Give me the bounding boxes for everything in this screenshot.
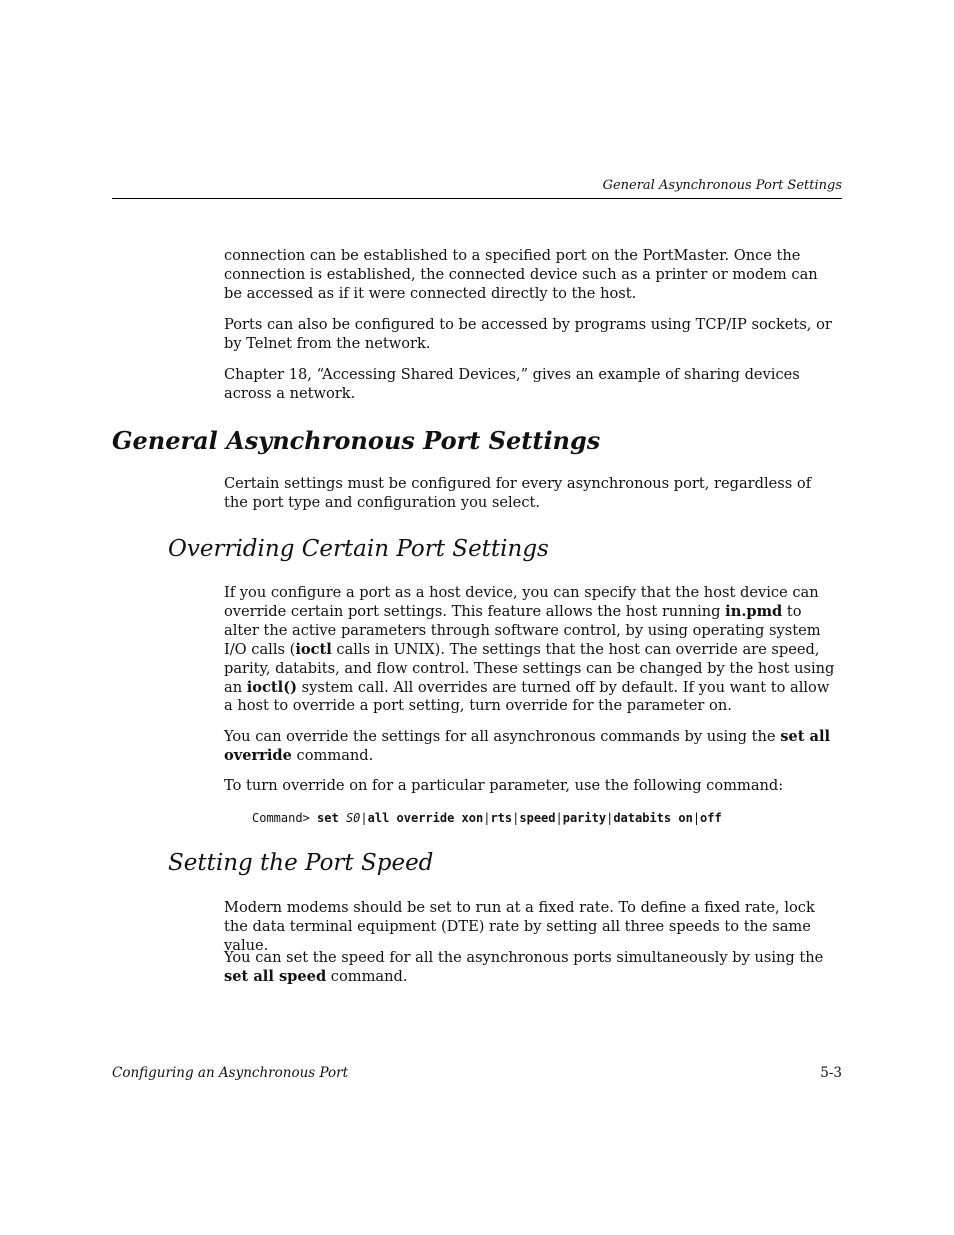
general-paragraph: Certain settings must be configured for every asynchronous port, regardless of the port type and configuration you select. — [224, 475, 812, 511]
text-run: system call. All overrides are turned off by default. If you want to allow a host to override a port setting, turn override for the parameter on. — [224, 678, 830, 715]
text-run: If you configure a port as a host device, you can specify that the host device can override certain port settings. This feature allows the host running — [224, 584, 819, 620]
text-run: command. — [291, 746, 374, 764]
cmd-keyword: databits on — [613, 811, 693, 825]
page-number: 5-3 — [820, 1065, 842, 1081]
cmd-port-variable: S0 — [345, 811, 361, 825]
subsection-heading-speed: Setting the Port Speed — [168, 850, 434, 876]
running-header: General Asynchronous Port Settings — [602, 178, 842, 193]
header-rule — [112, 198, 842, 199]
cmd-separator: | — [555, 811, 563, 825]
cmd-separator: | — [360, 811, 368, 825]
text-run: to alter the active parameters through software control, by using operating system I/O calls ( — [224, 602, 821, 658]
override-paragraph-2 — [224, 728, 838, 766]
command-ioctl-call: ioctl() — [246, 678, 298, 696]
intro-paragraph-1: connection can be established to a specified port on the PortMaster. Once the connection is established, the connected device such as a printer or modem can be accessed as if it were connected directly to the host. — [224, 247, 818, 302]
cmd-keyword: speed — [519, 811, 556, 825]
command-set-all-speed: set all speed — [224, 967, 327, 985]
text-run: You can set the speed for all the asynchronous ports simultaneously by using the — [224, 949, 824, 966]
cmd-keyword: rts — [490, 811, 513, 825]
text-run: calls in UNIX). The settings that the host can override are speed, parity, databits, and flow control. These settings can be changed by the host using an — [224, 640, 835, 696]
cmd-separator: | — [512, 811, 520, 825]
cmd-keyword: off — [700, 811, 722, 825]
cmd-separator: | — [692, 811, 701, 825]
command-prompt: Command> — [252, 811, 318, 825]
override-paragraph-3: To turn override on for a particular parameter, use the following command: — [224, 777, 784, 794]
text-run: You can override the settings for all asynchronous commands by using the — [224, 728, 781, 745]
text-run: command. — [326, 967, 408, 985]
footer-chapter-title: Configuring an Asynchronous Port — [112, 1065, 349, 1081]
command-syntax-line — [252, 811, 722, 825]
cmd-separator: | — [483, 811, 491, 825]
speed-paragraph-2 — [224, 949, 838, 987]
command-set-all-override: set all override — [224, 728, 831, 764]
section-heading-general: General Asynchronous Port Settings — [112, 426, 601, 455]
speed-paragraph-1: Modern modems should be set to run at a fixed rate. To define a fixed rate, lock the data terminal equipment (DTE) rate by setting all three speeds to the same value. — [224, 899, 815, 954]
intro-paragraph-2: Ports can also be configured to be accessed by programs using TCP/IP sockets, or by Telnet from the network. — [224, 316, 832, 352]
cmd-separator: | — [606, 811, 614, 825]
cmd-keyword: set — [317, 811, 346, 825]
subsection-heading-override: Overriding Certain Port Settings — [168, 536, 549, 562]
cmd-keyword: parity — [562, 811, 607, 825]
cmd-keyword: all override xon — [367, 811, 484, 825]
intro-paragraph-3: Chapter 18, “Accessing Shared Devices,” gives an example of sharing devices across a network. — [224, 366, 800, 402]
command-ioctl: ioctl — [295, 640, 332, 658]
command-in-pmd: in.pmd — [725, 602, 783, 620]
override-paragraph-1 — [224, 584, 838, 716]
